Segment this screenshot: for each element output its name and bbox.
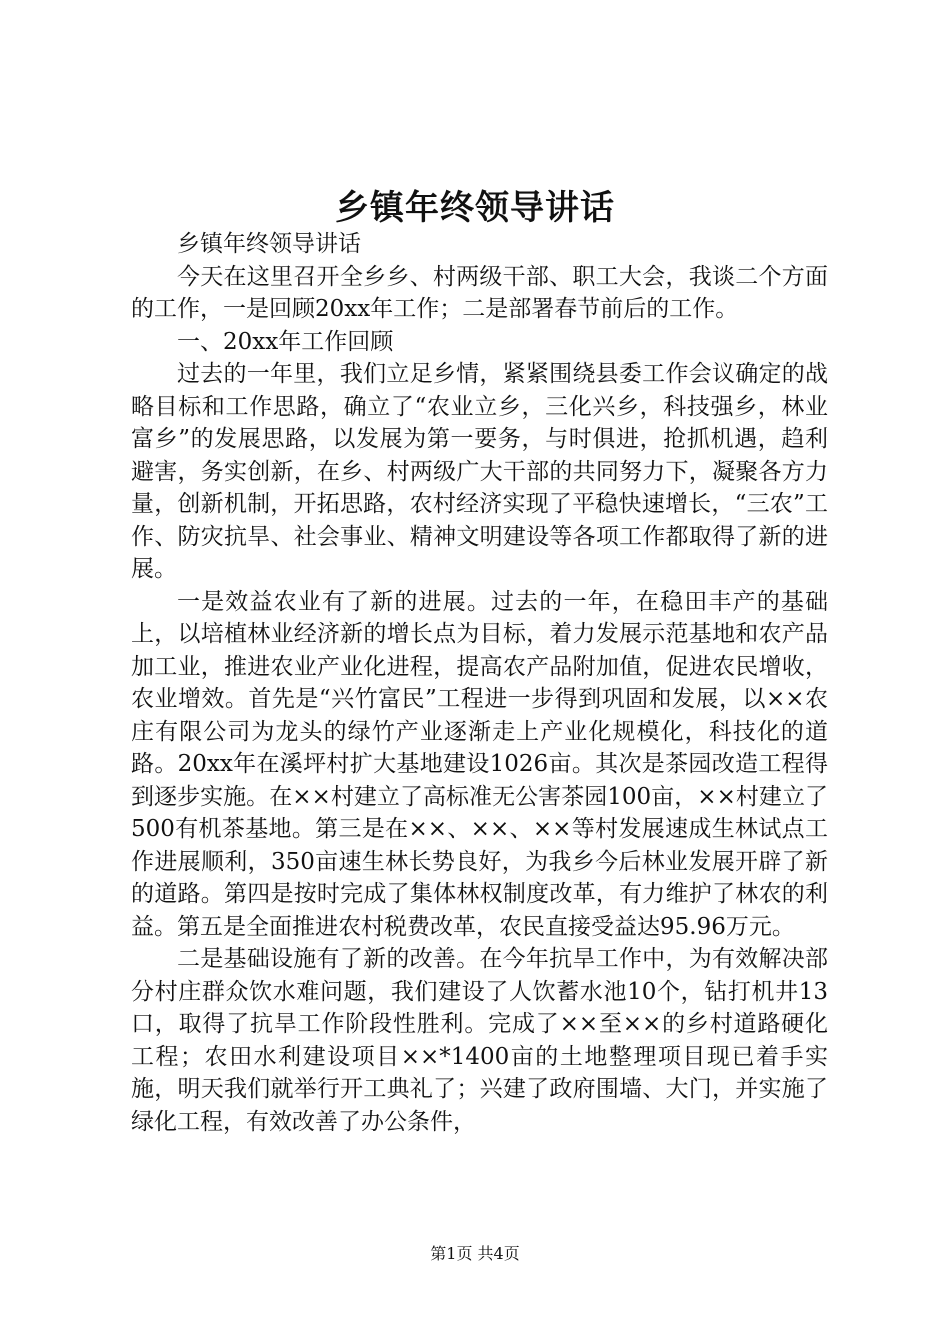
paragraph-agriculture: 一是效益农业有了新的进展。过去的一年，在稳田丰产的基础上，以培植林业经济新的增长点为目标，着力发展示范基地和农产品加工业，推进农业产业化进程，提高农产品附加值，促进农民增收，农业增效。首先是“兴竹富民”工程进一步得到巩固和发展，以××农庄有限公司为龙头的绿竹产业逐渐走上产业化规模化，科技化的道路。20xx年在溪坪村扩大基地建设1026亩。其次是茶园改造工程得到逐步实施。在××村建立了高标准无公害茶园100亩，××村建立了500有机茶基地。第三是在××、××、××等村发展速成生林试点工作进展顺利，350亩速生林长势良好，为我乡今后林业发展开辟了新的道路。第四是按时完成了集体林权制度改革，有力维护了林农的利益。第五是全面推进农村税费改革，农民直接受益达95.96万元。 (131, 588, 828, 940)
document-body (131, 228, 828, 1138)
paragraph-review: 过去的一年里，我们立足乡情，紧紧围绕县委工作会议确定的战略目标和工作思路，确立了“农业立乡，三化兴乡，科技强乡，林业富乡”的发展思路，以发展为第一要务，与时俱进，抢抓机遇，趋利避害，务实创新，在乡、村两级广大干部的共同努力下，凝聚各方力量，创新机制，开拓思路，农村经济实现了平稳快速增长，“三农”工作、防灾抗旱、社会事业、精神文明建设等各项工作都取得了新的进展。 (131, 361, 828, 582)
document-title: 乡镇年终领导讲话 (335, 188, 615, 228)
section-heading: 一、20xx年工作回顾 (177, 328, 394, 355)
paragraph-intro: 今天在这里召开全乡乡、村两级干部、职工大会，我谈二个方面的工作，一是回顾20xx年工作；二是部署春节前后的工作。 (131, 263, 828, 322)
page-number-footer: 第1页 共4页 (430, 1244, 520, 1263)
paragraph-subtitle: 乡镇年终领导讲话 (177, 231, 361, 257)
paragraph-infrastructure: 二是基础设施有了新的改善。在今年抗旱工作中，为有效解决部分村庄群众饮水难问题，我们建设了人饮蓄水池10个，钻打机井13口，取得了抗旱工作阶段性胜利。完成了××至××的乡村道路硬化工程；农田水利建设项目××*1400亩的土地整理项目现已着手实施，明天我们就举行开工典礼了；兴建了政府围墙、大门，并实施了绿化工程，有效改善了办公条件， (131, 946, 828, 1135)
